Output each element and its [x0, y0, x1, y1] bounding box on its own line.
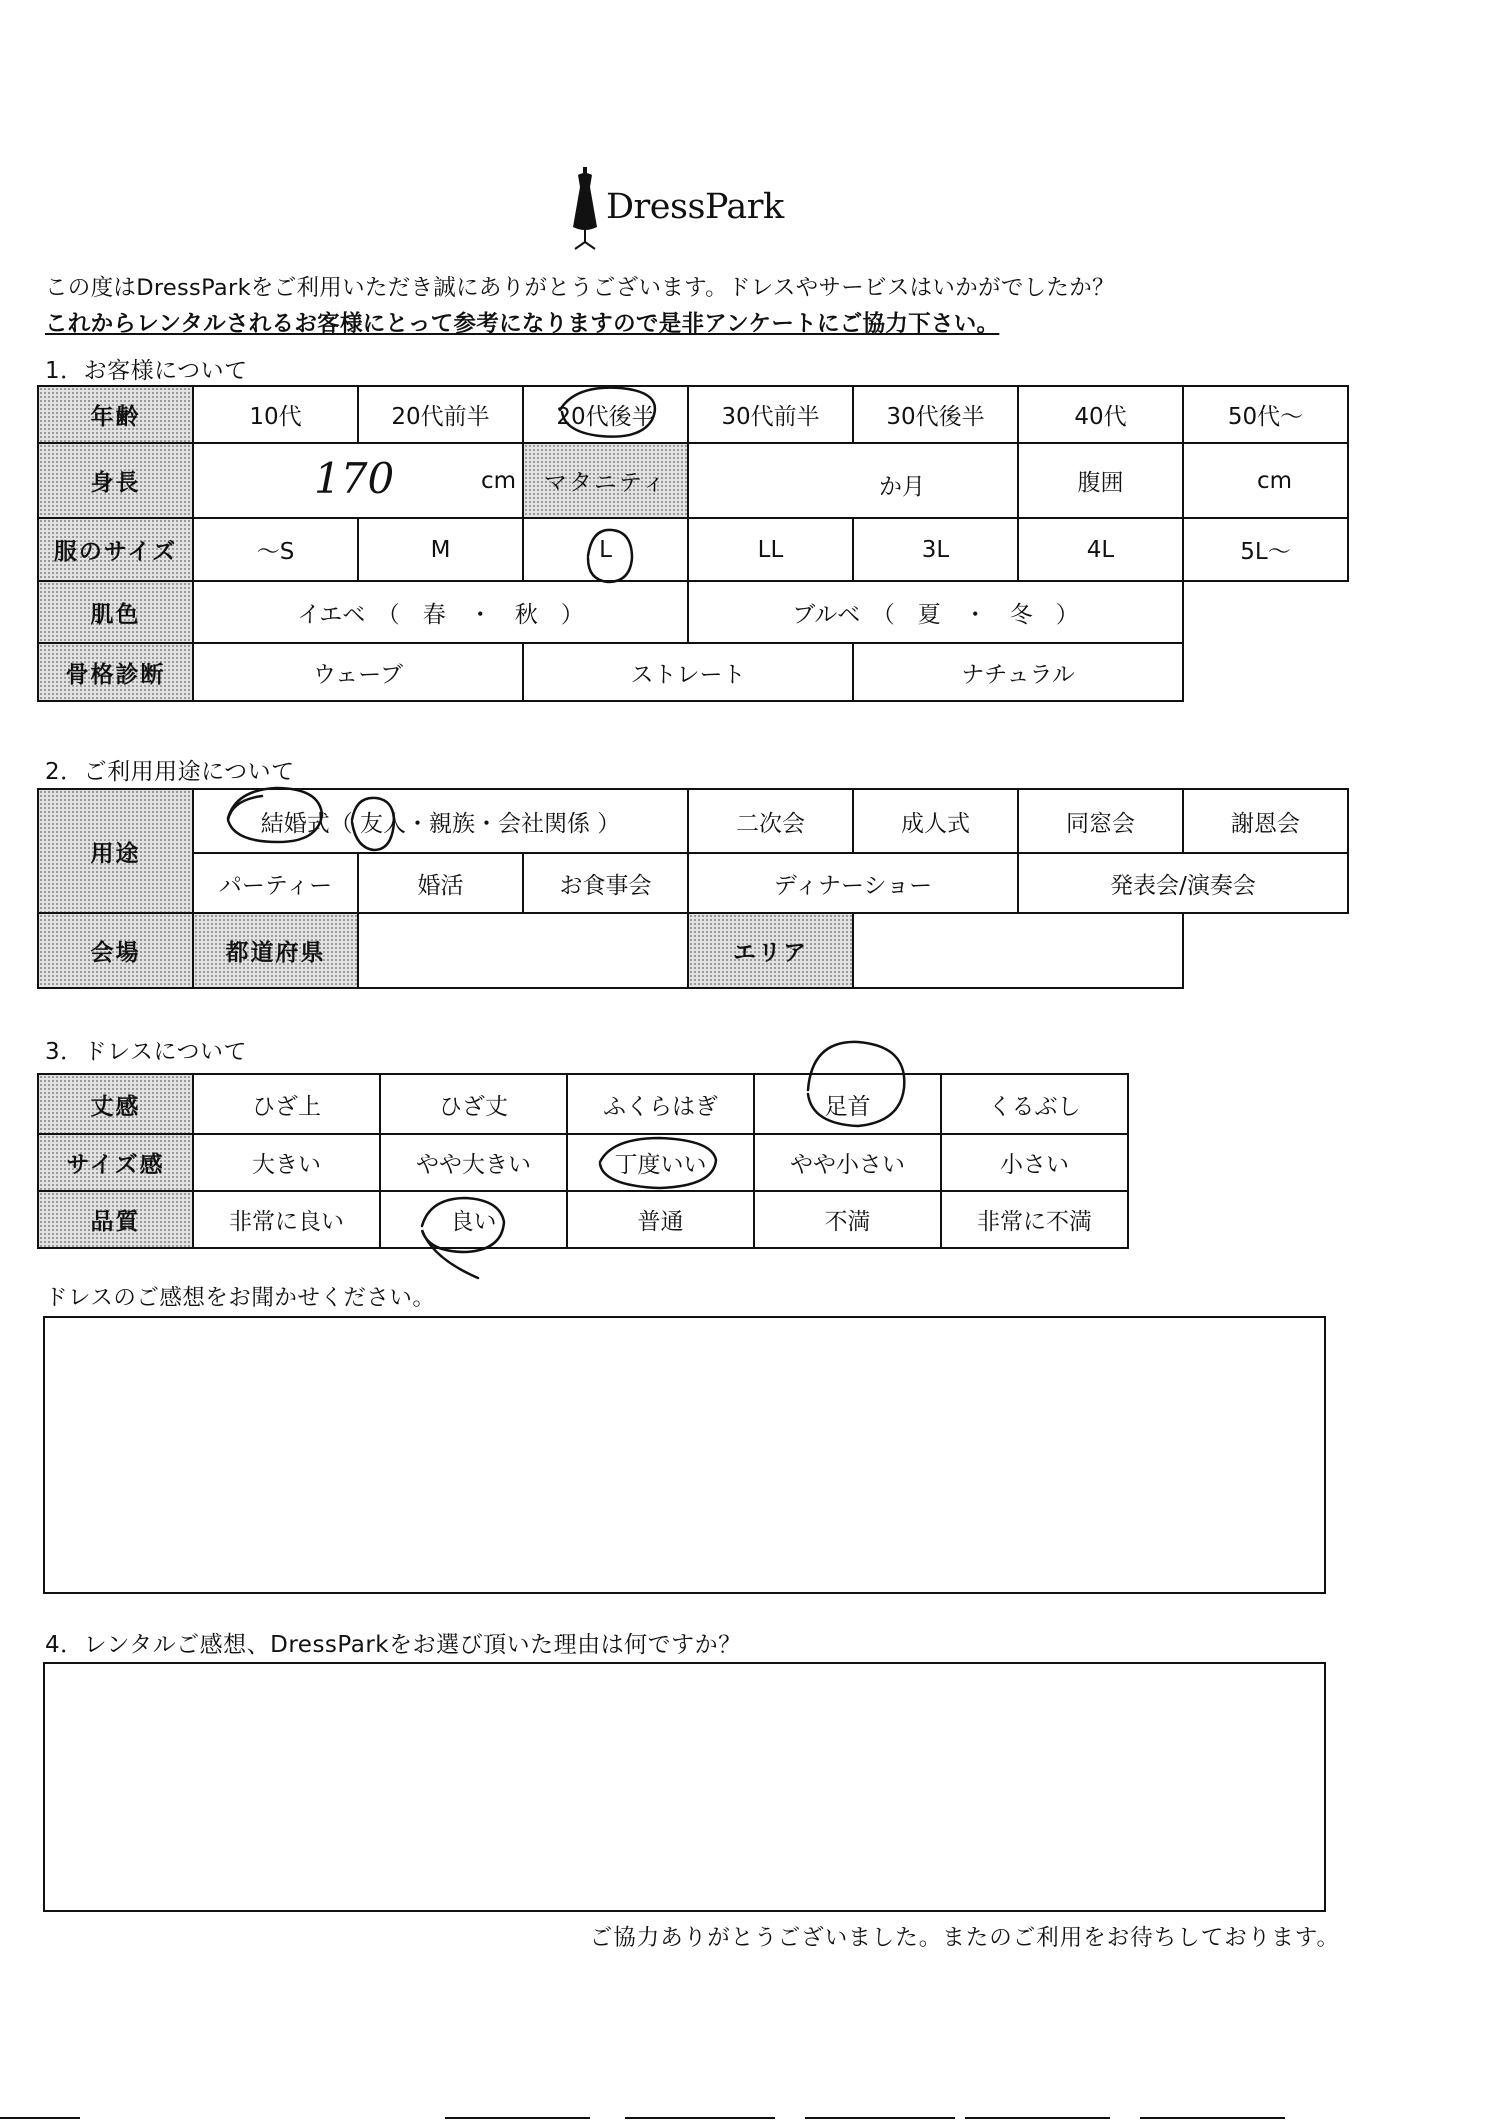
footer-rule: [965, 2117, 1110, 2119]
usage-table: [37, 788, 1349, 989]
skeleton-label: 骨格診断: [38, 643, 193, 701]
age-option[interactable]: 30代後半: [853, 386, 1018, 443]
area-label: エリア: [688, 913, 853, 988]
dress-table: [37, 1073, 1129, 1249]
quality-option[interactable]: 非常に不満: [941, 1191, 1128, 1248]
section-4-title: 4．レンタルご感想、DressParkをお選び頂いた理由は何ですか？: [45, 1632, 742, 1658]
length-label: 丈感: [38, 1074, 193, 1134]
footer-rule: [625, 2117, 775, 2119]
purpose-option[interactable]: お食事会: [523, 853, 688, 913]
reason-textarea[interactable]: [43, 1662, 1326, 1912]
skin-option[interactable]: イエベ （ 春 ・ 秋 ）: [193, 581, 688, 643]
prefecture-field[interactable]: [358, 913, 688, 988]
fit-option[interactable]: 大きい: [193, 1134, 380, 1191]
area-field[interactable]: [853, 913, 1183, 988]
purpose-option[interactable]: 謝恩会: [1183, 789, 1348, 853]
fit-option[interactable]: 小さい: [941, 1134, 1128, 1191]
purpose-option[interactable]: ディナーショー: [688, 853, 1018, 913]
size-option[interactable]: 5L～: [1183, 518, 1348, 581]
section-1-title: 1．お客様について: [45, 358, 248, 384]
fit-option[interactable]: やや小さい: [754, 1134, 941, 1191]
skin-label: 肌色: [38, 581, 193, 643]
footer-rule: [1140, 2117, 1285, 2119]
quality-option[interactable]: 不満: [754, 1191, 941, 1248]
quality-option[interactable]: 普通: [567, 1191, 754, 1248]
skin-option[interactable]: ブルベ （ 夏 ・ 冬 ）: [688, 581, 1183, 643]
maternity-months-field[interactable]: [688, 443, 1018, 518]
section-3-title: 3．ドレスについて: [45, 1039, 247, 1065]
skeleton-option[interactable]: ナチュラル: [853, 643, 1183, 701]
quality-option-selected[interactable]: 良い: [380, 1191, 567, 1248]
maternity-label: マタニティ: [523, 443, 688, 518]
size-option[interactable]: ～S: [193, 518, 358, 581]
fit-option-selected[interactable]: 丁度いい: [567, 1134, 754, 1191]
waist-label: 腹囲: [1018, 443, 1183, 518]
purpose-option[interactable]: 成人式: [853, 789, 1018, 853]
thanks-message: ご協力ありがとうございました。またのご利用をお待ちしております。: [589, 1925, 1340, 1951]
purpose-label: 用途: [38, 789, 193, 913]
age-option[interactable]: 30代前半: [688, 386, 853, 443]
size-label: 服のサイズ: [38, 518, 193, 581]
dress-form-icon: [568, 165, 602, 255]
intro-line-1: この度はDressParkをご利用いただき誠にありがとうございます。ドレスやサービスはいかがでしたか？: [45, 275, 1115, 301]
age-option[interactable]: 40代: [1018, 386, 1183, 443]
purpose-option[interactable]: 婚活: [358, 853, 523, 913]
logo-text: DressPark: [606, 187, 784, 227]
footer-rule: [0, 2117, 80, 2119]
length-option-selected[interactable]: 足首: [754, 1074, 941, 1134]
purpose-option[interactable]: 同窓会: [1018, 789, 1183, 853]
age-label: 年齢: [38, 386, 193, 443]
length-option[interactable]: くるぶし: [941, 1074, 1128, 1134]
prefecture-label: 都道府県: [193, 913, 358, 988]
size-option[interactable]: LL: [688, 518, 853, 581]
skeleton-option[interactable]: ウェーブ: [193, 643, 523, 701]
section-2-title: 2．ご利用用途について: [45, 759, 295, 785]
purpose-option-wedding[interactable]: 結婚式（ 友人・親族・会社関係 ）: [193, 789, 688, 853]
footer-rule: [805, 2117, 955, 2119]
brand-logo: [568, 165, 808, 255]
purpose-option[interactable]: 二次会: [688, 789, 853, 853]
length-option[interactable]: ひざ丈: [380, 1074, 567, 1134]
age-option[interactable]: 10代: [193, 386, 358, 443]
quality-option[interactable]: 非常に良い: [193, 1191, 380, 1248]
length-option[interactable]: ひざ上: [193, 1074, 380, 1134]
height-field[interactable]: [193, 443, 523, 518]
size-option-selected[interactable]: L: [523, 518, 688, 581]
intro-line-2: これからレンタルされるお客様にとって参考になりますので是非アンケートにご協力下さい。: [45, 311, 1000, 337]
waist-unit[interactable]: cm: [1183, 443, 1348, 518]
size-option[interactable]: M: [358, 518, 523, 581]
fit-option[interactable]: やや大きい: [380, 1134, 567, 1191]
footer-rule: [445, 2117, 590, 2119]
length-option[interactable]: ふくらはぎ: [567, 1074, 754, 1134]
customer-table: [37, 385, 1349, 702]
months-unit: か月: [879, 474, 925, 500]
height-label: 身長: [38, 443, 193, 518]
age-option[interactable]: 20代前半: [358, 386, 523, 443]
size-option[interactable]: 4L: [1018, 518, 1183, 581]
quality-label: 品質: [38, 1191, 193, 1248]
age-option[interactable]: 50代～: [1183, 386, 1348, 443]
fit-label: サイズ感: [38, 1134, 193, 1191]
size-option[interactable]: 3L: [853, 518, 1018, 581]
skeleton-option[interactable]: ストレート: [523, 643, 853, 701]
purpose-option[interactable]: パーティー: [193, 853, 358, 913]
impressions-prompt: ドレスのご感想をお聞かせください。: [45, 1285, 436, 1311]
impressions-textarea[interactable]: [43, 1316, 1326, 1594]
height-unit: cm: [480, 468, 516, 494]
age-option-selected[interactable]: 20代後半: [523, 386, 688, 443]
venue-label: 会場: [38, 913, 193, 988]
height-value: 170: [314, 454, 395, 503]
purpose-option[interactable]: 発表会/演奏会: [1018, 853, 1348, 913]
